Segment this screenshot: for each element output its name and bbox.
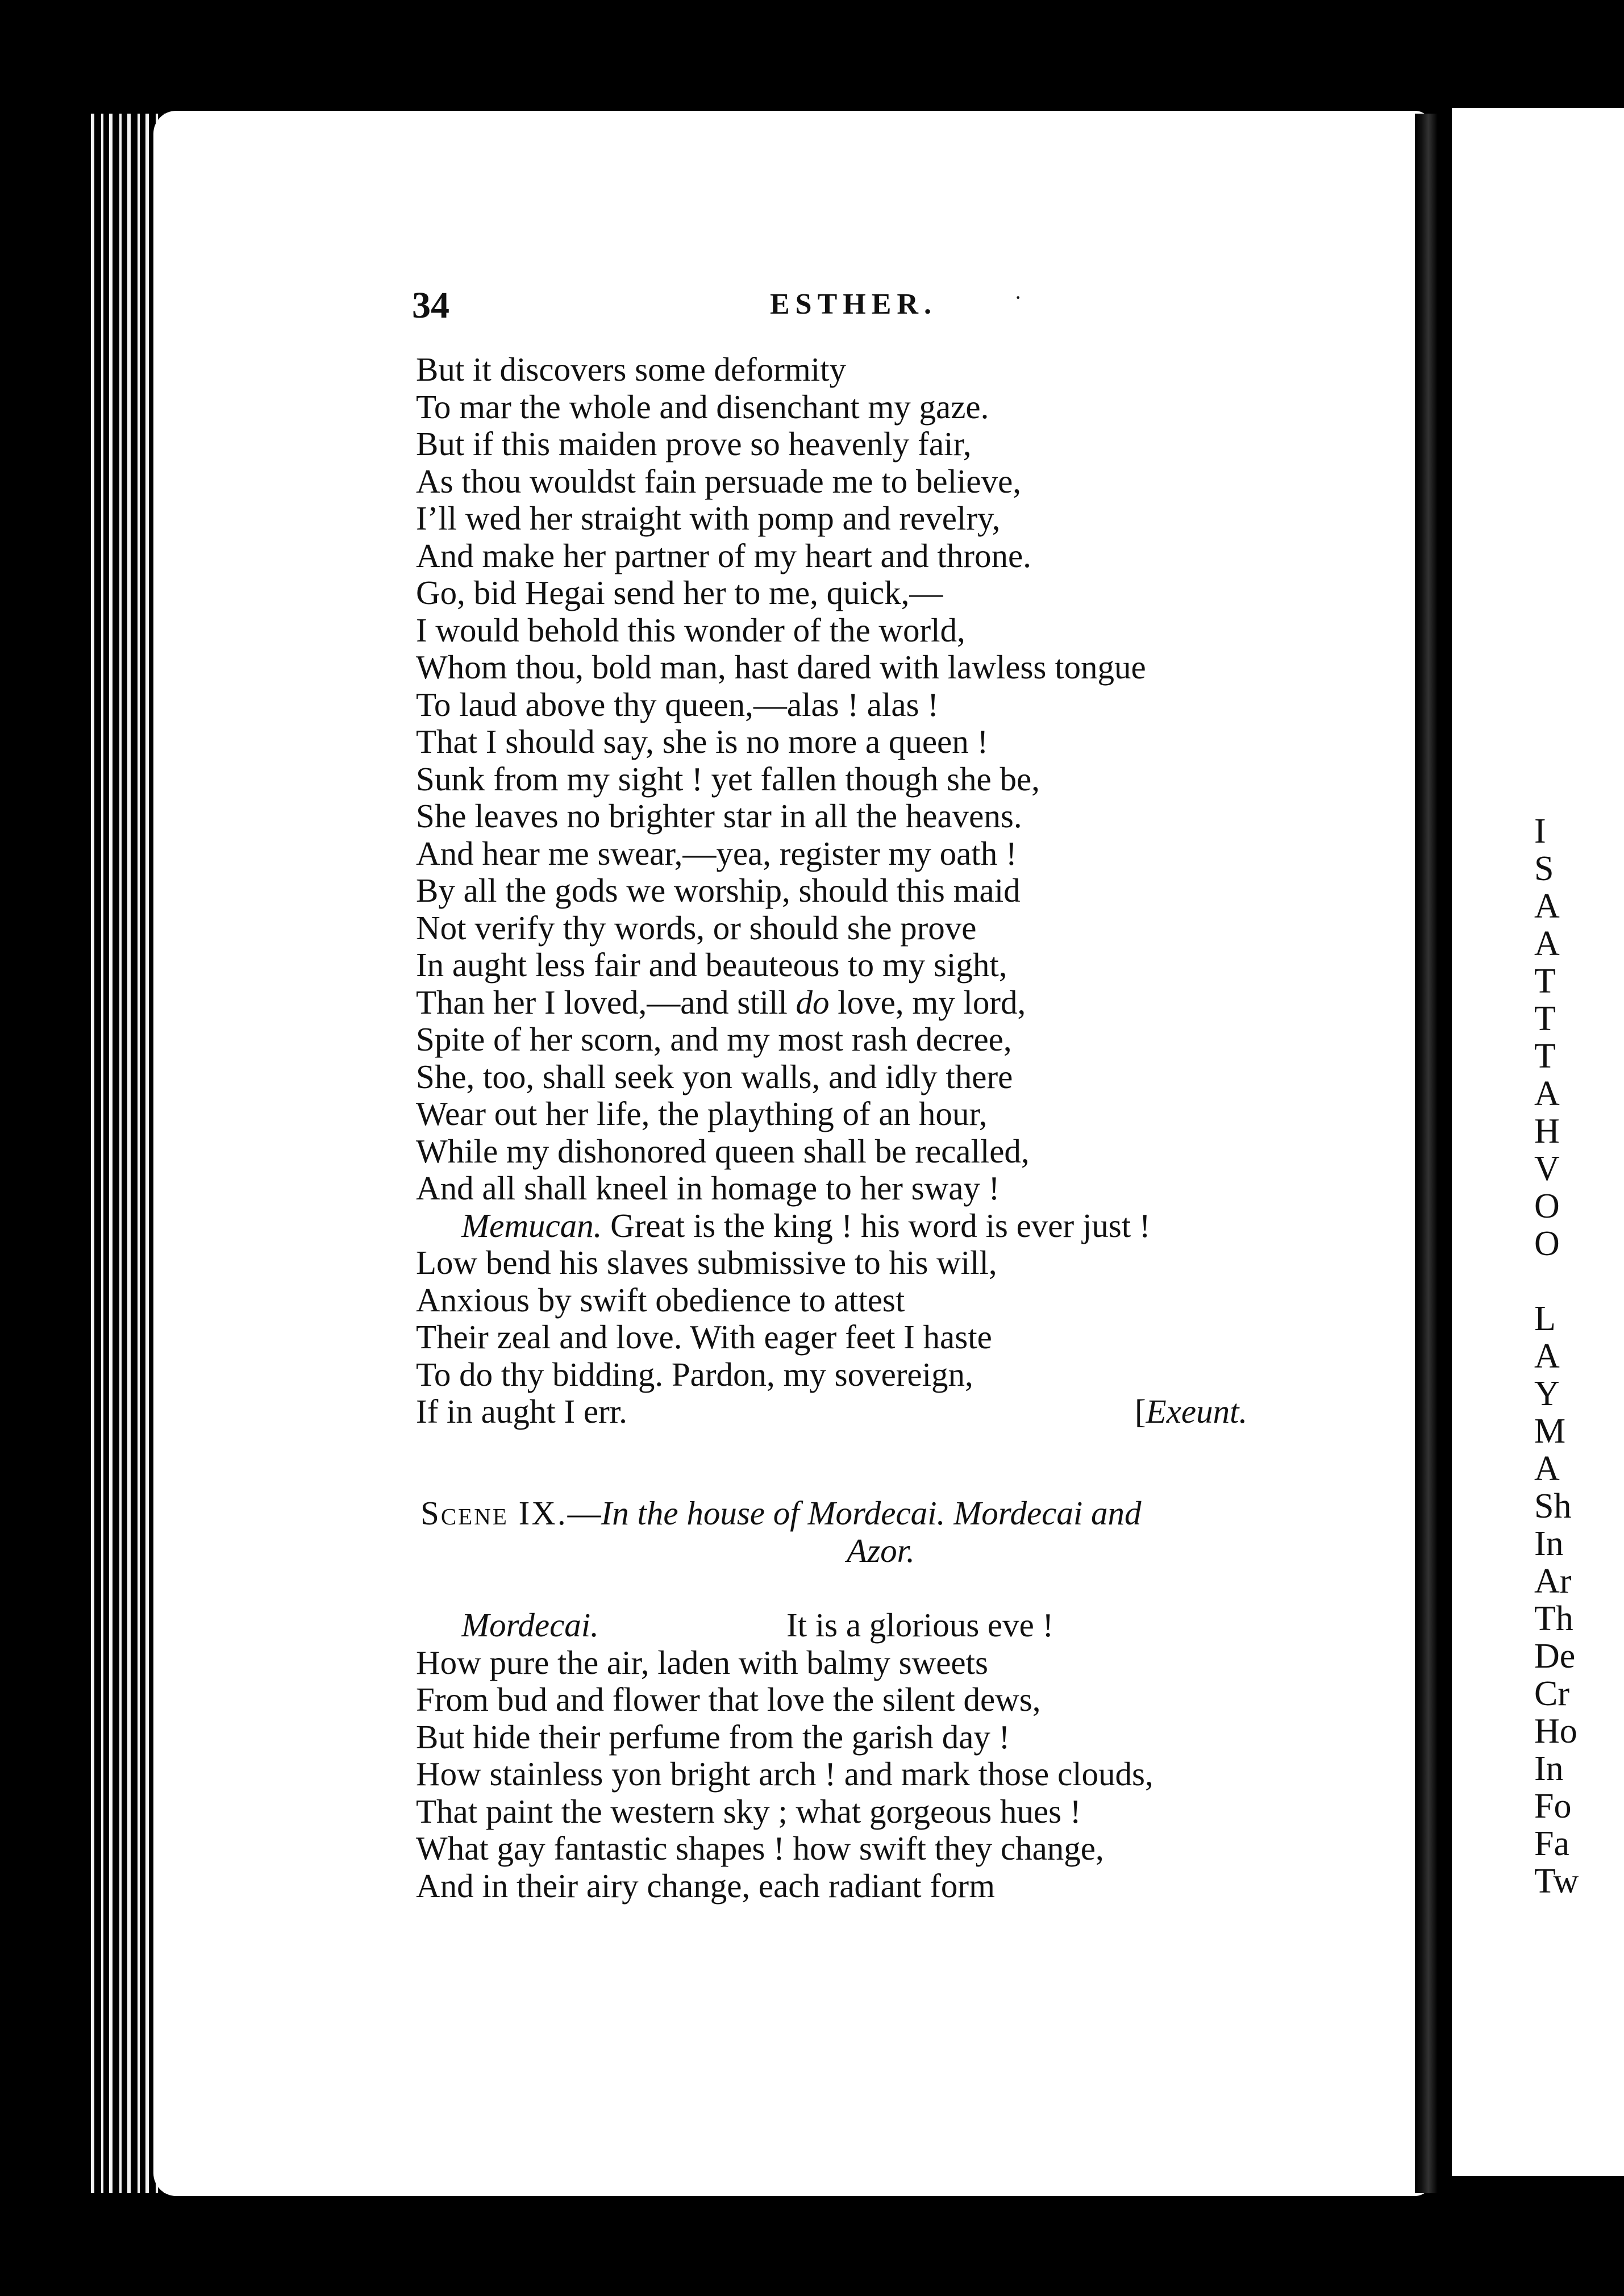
running-title: ESTHER. (770, 288, 937, 320)
scene-label: Scene IX. (420, 1494, 568, 1532)
verse-line: How stainless yon bright arch ! and mark those clouds, (416, 1755, 1154, 1793)
edge-letter: Y (1534, 1374, 1560, 1413)
edge-letter: Th (1534, 1599, 1573, 1638)
edge-letter: Fo (1534, 1787, 1572, 1826)
scene-heading: Scene IX.—In the house of Mordecai. Mordecai and Azor. (420, 1494, 1341, 1569)
edge-letter: In (1534, 1524, 1564, 1563)
verse-line: And all shall kneel in homage to her sway ! (416, 1169, 1000, 1207)
verse-line: And make her partner of my heart and throne. (416, 536, 1031, 574)
verse-line: I’ll wed her straight with pomp and revelry, (416, 499, 1001, 537)
edge-letter: V (1534, 1149, 1560, 1188)
verse-line: From bud and flower that love the silent dews, (416, 1681, 1041, 1718)
edge-letter: Sh (1534, 1487, 1572, 1526)
verse-line: And in their airy change, each radiant form (416, 1866, 995, 1905)
edge-letter: A (1534, 1337, 1560, 1376)
verse-line: She, too, shall seek yon walls, and idly there (416, 1057, 1013, 1095)
verse-line-exeunt: If in aught I err. [Exeunt. (416, 1393, 1248, 1430)
verse-line: She leaves no brighter star in all the heavens. (416, 797, 1022, 835)
stray-mark: · (1014, 285, 1022, 310)
verse-line: And hear me swear,—yea, register my oath ! (416, 834, 1017, 872)
verse-line: That I should say, she is no more a queen ! (416, 723, 989, 760)
verse-line: To laud above thy queen,—alas ! alas ! (416, 685, 939, 723)
verse-line: Anxious by swift obedience to attest (416, 1281, 905, 1319)
verse-line: Whom thou, bold man, hast dared with lawless tongue (416, 648, 1146, 686)
edge-letter: I (1534, 812, 1546, 851)
verse-line: By all the gods we worship, should this maid (416, 872, 1021, 909)
verse-line: What gay fantastic shapes ! how swift they change, (416, 1830, 1104, 1867)
verse-line: But if this maiden prove so heavenly fair, (416, 425, 972, 462)
edge-letter: Ho (1534, 1712, 1577, 1751)
book-gutter-right (1415, 114, 1438, 2193)
verse-line: Go, bid Hegai send her to me, quick,— (416, 574, 943, 611)
edge-letter: T (1534, 1037, 1556, 1076)
edge-letter: Ar (1534, 1562, 1572, 1601)
edge-letter: O (1534, 1187, 1560, 1226)
edge-letter: Cr (1534, 1674, 1569, 1713)
verse-line: To do thy bidding. Pardon, my sovereign, (416, 1355, 973, 1393)
verse-line: Wear out her life, the plaything of an hour, (416, 1095, 988, 1132)
verse-line: To mar the whole and disenchant my gaze. (416, 387, 989, 426)
edge-letter: A (1534, 887, 1560, 926)
edge-letter: L (1534, 1299, 1556, 1338)
verse-line: Not verify thy words, or should she prove (416, 909, 977, 947)
speaker-line-memucan: Memucan. Great is the king ! his word is ever just ! (461, 1206, 1151, 1244)
verse-line: While my dishonored queen shall be recalled, (416, 1132, 1030, 1170)
edge-letter: Fa (1534, 1824, 1569, 1863)
edge-letter: A (1534, 924, 1560, 963)
verse-block-1 (416, 351, 1382, 1431)
page-number: 34 (412, 285, 449, 326)
edge-letter: T (1534, 999, 1556, 1038)
stage-direction: [Exeunt. (1135, 1393, 1248, 1430)
edge-letter: A (1534, 1074, 1560, 1113)
edge-letter (1534, 1262, 1624, 1300)
speaker-name: Memucan. (461, 1206, 602, 1244)
verse-line: In aught less fair and beauteous to my sight, (416, 946, 1007, 984)
verse-line: That paint the western sky ; what gorgeous hues ! (416, 1792, 1081, 1830)
verse-line: I would behold this wonder of the world, (416, 611, 965, 649)
edge-letter: De (1534, 1637, 1576, 1676)
verse-block-2 (416, 1607, 1382, 1905)
speaker-line-mordecai: Mordecai. It is a glorious eve ! (461, 1606, 1054, 1644)
verse-line: Sunk from my sight ! yet fallen though she be, (416, 760, 1040, 798)
verse-line: Than her I loved,—and still do love, my lord, (416, 983, 1026, 1021)
next-page-letters (1534, 812, 1624, 1900)
scene-setting-cont: Azor. (847, 1532, 915, 1569)
edge-letter: O (1534, 1224, 1560, 1263)
verse-line: As thou wouldst fain persuade me to believe, (416, 462, 1022, 500)
verse-line: Spite of her scorn, and my most rash decree, (416, 1020, 1012, 1058)
verse-line: Their zeal and love. With eager feet I haste (416, 1318, 992, 1356)
edge-letter: T (1534, 962, 1556, 1001)
verse-line: How pure the air, laden with balmy sweets (416, 1643, 988, 1681)
edge-letter: In (1534, 1749, 1564, 1788)
verse-line: Low bend his slaves submissive to his will, (416, 1244, 997, 1281)
verse-line: But it discovers some deformity (416, 351, 847, 388)
edge-letter: Tw (1534, 1862, 1579, 1900)
verse-line: But hide their perfume from the garish day ! (416, 1718, 1010, 1756)
edge-letter: M (1534, 1412, 1566, 1451)
edge-letter: A (1534, 1449, 1560, 1488)
edge-letter: S (1534, 849, 1554, 888)
scene-setting: In the house of Mordecai. Mordecai and (601, 1494, 1142, 1532)
speaker-name: Mordecai. (461, 1606, 599, 1644)
page-header (412, 284, 1321, 330)
edge-letter: H (1534, 1112, 1560, 1151)
